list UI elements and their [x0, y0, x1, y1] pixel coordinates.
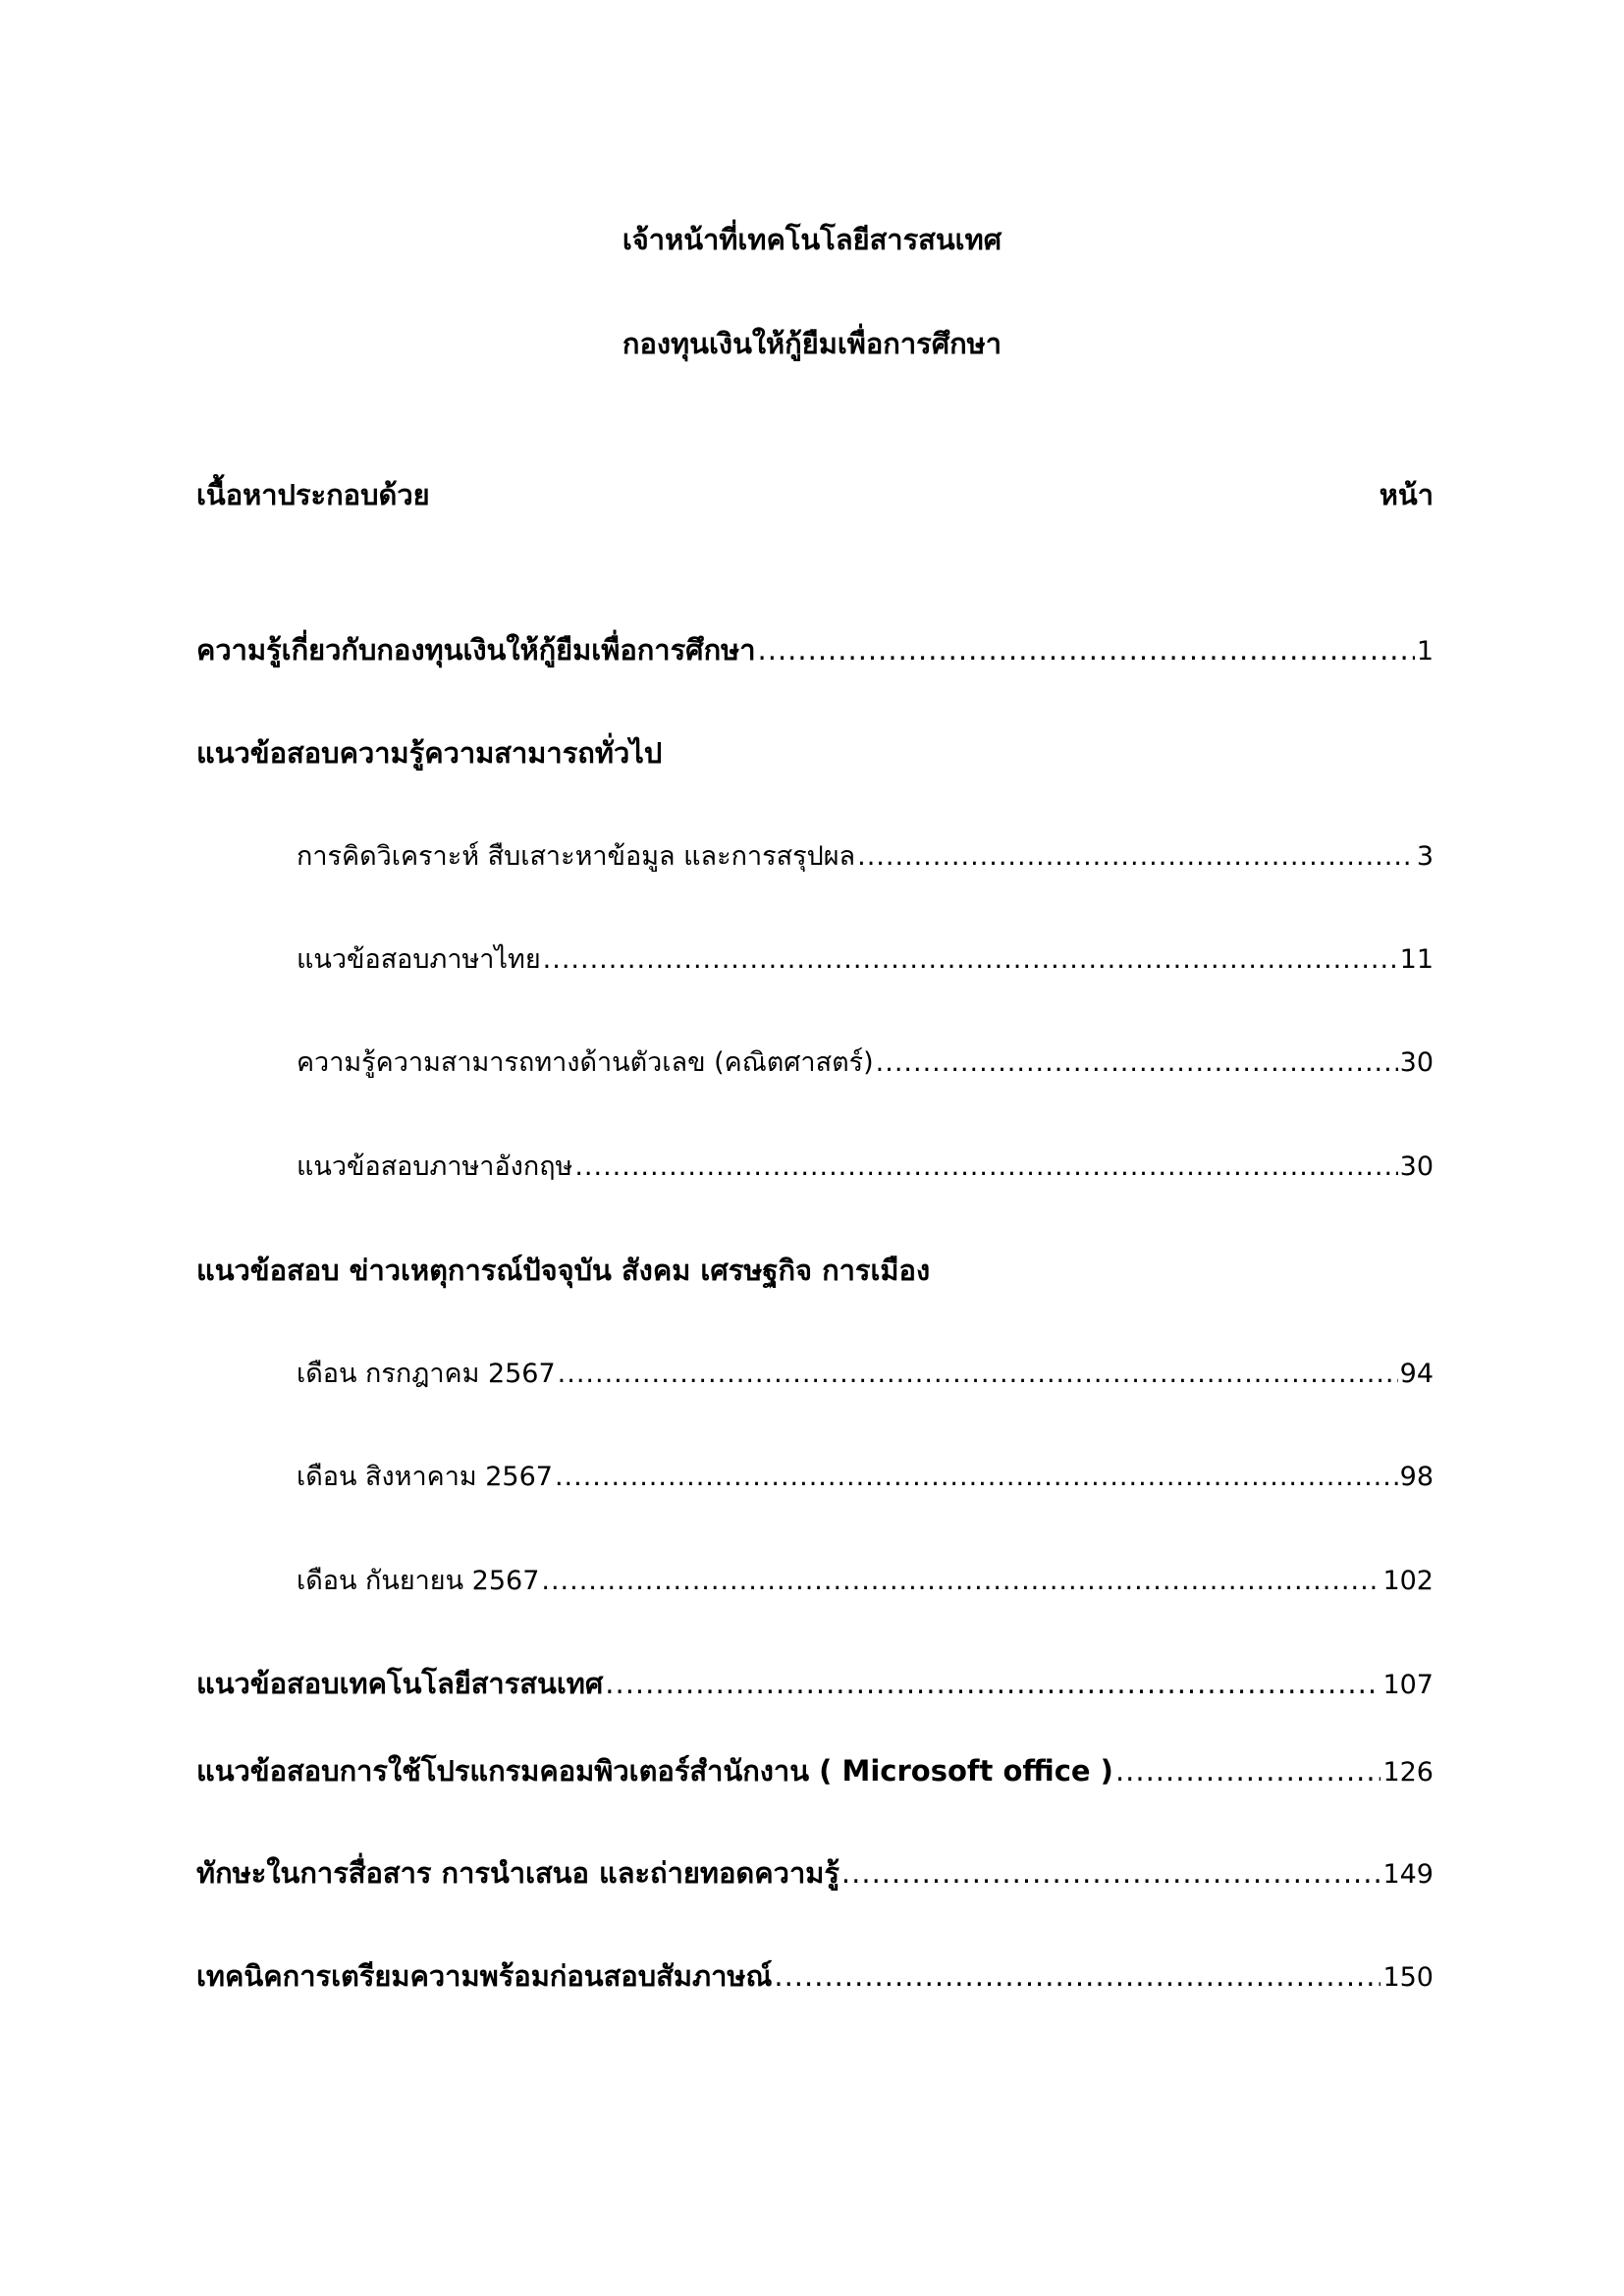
toc-entry-label: เดือน กันยายน 2567: [297, 1566, 540, 1596]
toc-entry[interactable]: [297, 1043, 1434, 1083]
toc-entry[interactable]: [297, 1458, 1434, 1497]
document-title: เจ้าหน้าที่เทคโนโลยีสารสนเทศ: [622, 223, 1002, 256]
toc-entry-label: การคิดวิเคราะห์ สืบเสาะหาข้อมูล และการสรุปผล: [297, 841, 856, 872]
toc-header-contents: เนื้อหาประกอบด้วย: [196, 478, 430, 511]
toc-entry-label: เดือน กรกฎาคม 2567: [297, 1359, 556, 1389]
toc-entry[interactable]: [297, 1562, 1434, 1601]
dot-leader: [841, 1853, 1381, 1893]
toc-entry[interactable]: [297, 837, 1434, 877]
toc-entry-label: ความรู้ความสามารถทางด้านตัวเลข (คณิตศาสตร์): [297, 1047, 874, 1078]
toc-entry[interactable]: [196, 630, 1434, 669]
dot-leader: [543, 940, 1398, 980]
toc-entry-page: 1: [1416, 636, 1434, 667]
toc-entry-page: 30: [1399, 1047, 1434, 1078]
toc-entry-page: 94: [1399, 1359, 1434, 1389]
toc-entry-page: 126: [1382, 1757, 1434, 1788]
toc-section-heading: แนวข้อสอบ ข่าวเหตุการณ์ปัจจุบัน สังคม เศรษฐกิจ การเมือง: [196, 1254, 931, 1287]
toc-entry-page: 3: [1416, 841, 1434, 872]
toc-entry-label: ทักษะในการสื่อสาร การนำเสนอ และถ่ายทอดความรู้: [196, 1856, 839, 1890]
toc-entry[interactable]: [297, 1355, 1434, 1394]
toc-entry-page: 30: [1399, 1151, 1434, 1182]
dot-leader: [758, 630, 1415, 669]
toc-entry-page: 107: [1382, 1670, 1434, 1700]
dot-leader: [541, 1562, 1380, 1601]
toc-entry-page: 102: [1382, 1566, 1434, 1596]
toc-entry[interactable]: [196, 1956, 1434, 1996]
toc-entry-page: 149: [1382, 1859, 1434, 1890]
dot-leader: [774, 1956, 1380, 1996]
toc-entry-page: 11: [1399, 944, 1434, 975]
document-subtitle: กองทุนเงินให้กู้ยืมเพื่อการศึกษา: [622, 327, 1002, 360]
toc-entry-page: 98: [1399, 1462, 1434, 1492]
toc-entry-label: เดือน สิงหาคาม 2567: [297, 1462, 553, 1492]
toc-entry-page: 150: [1382, 1962, 1434, 1993]
toc-entry-label: แนวข้อสอบภาษาอังกฤษ: [297, 1151, 573, 1182]
toc-header-page: หน้า: [1379, 478, 1434, 511]
dot-leader: [605, 1664, 1380, 1703]
dot-leader: [558, 1355, 1398, 1394]
toc-entry-label: แนวข้อสอบการใช้โปรแกรมคอมพิวเตอร์สำนักงาน ( Microsoft office ): [196, 1754, 1113, 1788]
dot-leader: [876, 1043, 1398, 1083]
toc-entry-label: แนวข้อสอบเทคโนโลยีสารสนเทศ: [196, 1667, 604, 1700]
dot-leader: [1115, 1751, 1381, 1790]
toc-entry-label: แนวข้อสอบภาษาไทย: [297, 944, 541, 975]
toc-entry-label: ความรู้เกี่ยวกับกองทุนเงินให้กู้ยืมเพื่อการศึกษา: [196, 633, 756, 667]
dot-leader: [857, 837, 1415, 877]
toc-header: [196, 475, 1434, 514]
toc-entry[interactable]: [196, 1751, 1434, 1790]
dot-leader: [555, 1458, 1398, 1497]
dot-leader: [574, 1148, 1397, 1187]
toc-entry[interactable]: [196, 1853, 1434, 1893]
toc-entry[interactable]: [196, 1664, 1434, 1703]
toc-entry[interactable]: [297, 1148, 1434, 1187]
toc-entry[interactable]: [297, 940, 1434, 980]
toc-entry-label: เทคนิคการเตรียมความพร้อมก่อนสอบสัมภาษณ์: [196, 1959, 773, 1993]
toc-section-heading: แนวข้อสอบความรู้ความสามารถทั่วไป: [196, 736, 663, 770]
